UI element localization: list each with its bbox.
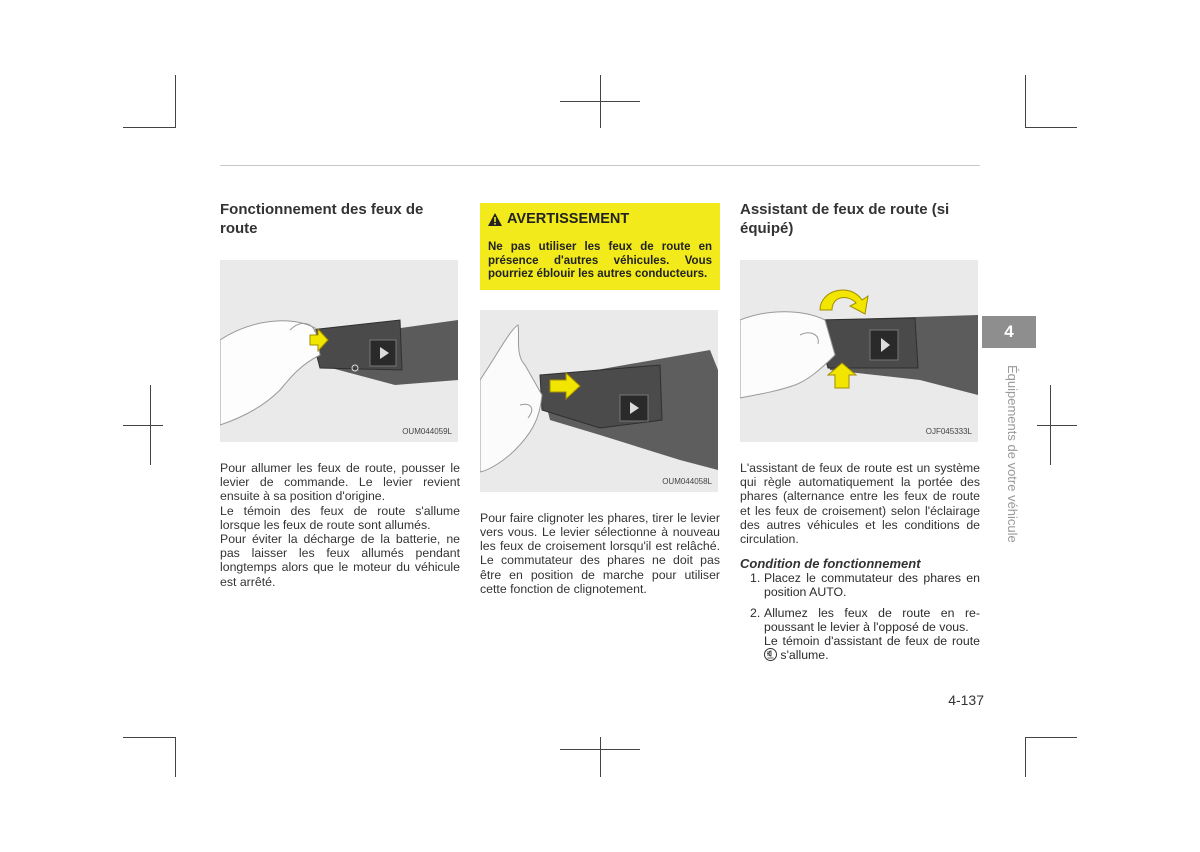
figure-auto-position bbox=[740, 260, 978, 442]
paragraph: Le témoin des feux de route s'allume lorsque les feux de route sont allumés. bbox=[220, 503, 460, 532]
crop-mark bbox=[175, 75, 176, 128]
section-title-high-beam-assist: Assistant de feux de route (si équipé) bbox=[740, 201, 950, 237]
paragraph: Pour allumer les feux de route, pousser le levier de commande. Le levier revient ensuite à sa position d'origine. bbox=[220, 461, 460, 504]
warning-text: Ne pas utiliser les feux de route en présence d'autres véhicules. Vous pourriez éblouir les autres conducteurs. bbox=[488, 241, 712, 281]
figure-pull-lever bbox=[480, 310, 718, 492]
step-note bbox=[764, 634, 980, 662]
registration-mark bbox=[123, 425, 163, 426]
registration-mark bbox=[1037, 425, 1077, 426]
registration-mark bbox=[560, 749, 640, 750]
lever-push-illustration bbox=[220, 260, 458, 442]
figure-push-lever bbox=[220, 260, 458, 442]
warning-header bbox=[488, 211, 712, 227]
step-number: 1. bbox=[750, 571, 761, 586]
crop-mark bbox=[1025, 75, 1026, 128]
step-item bbox=[740, 606, 980, 663]
warning-triangle-icon bbox=[488, 213, 502, 226]
crop-mark bbox=[1025, 737, 1026, 777]
high-beam-assist-body bbox=[740, 461, 980, 546]
crop-mark bbox=[175, 737, 176, 777]
step-item bbox=[740, 571, 980, 599]
figure-code: OJF045333L bbox=[925, 427, 972, 436]
registration-mark bbox=[560, 101, 640, 102]
crop-mark bbox=[123, 127, 176, 128]
registration-mark bbox=[600, 737, 601, 777]
auto-high-beam-icon bbox=[764, 648, 777, 661]
condition-title: Condition de fonctionnement bbox=[740, 556, 921, 572]
step-note-text: Le témoin d'assistant de feux de route bbox=[764, 634, 980, 649]
warning-title: AVERTISSEMENT bbox=[507, 211, 630, 227]
warning-box bbox=[480, 203, 720, 290]
lever-auto-illustration bbox=[740, 260, 978, 442]
flash-to-pass-body bbox=[480, 511, 720, 596]
paragraph: L'assistant de feux de route est un système qui règle automatiquement la portée des phares (alternance entre les feux de route et les feux de croisement) selon l'éclairage des autres véhicules et les conditions de circulation. bbox=[740, 461, 980, 547]
step-number: 2. bbox=[750, 605, 761, 620]
figure-code: OUM044059L bbox=[402, 427, 452, 436]
middle-column bbox=[480, 203, 720, 596]
chapter-tab: 4 bbox=[982, 316, 1036, 348]
header-rule bbox=[220, 165, 980, 166]
crop-mark bbox=[1025, 127, 1077, 128]
left-column bbox=[220, 200, 460, 589]
step-note-text: s'allume. bbox=[780, 648, 829, 663]
lever-pull-illustration bbox=[480, 310, 718, 492]
figure-code: OUM044058L bbox=[662, 476, 712, 486]
high-beam-body bbox=[220, 461, 460, 589]
section-title-high-beam: Fonctionnement des feux de route bbox=[220, 201, 424, 237]
crop-mark bbox=[123, 737, 176, 738]
crop-mark bbox=[1025, 737, 1077, 738]
step-text: Allumez les feux de route en repoussant le levier à l'opposé de vous. bbox=[764, 605, 980, 634]
chapter-label: Équipements de votre véhicule bbox=[1005, 365, 1020, 543]
page-number: 4-137 bbox=[948, 692, 984, 708]
condition-steps bbox=[740, 571, 980, 662]
paragraph: Pour éviter la décharge de la batterie, ne pas laisser les feux allumés pendant longtemps alors que le moteur du véhicule est arrêté. bbox=[220, 532, 460, 589]
paragraph: Pour faire clignoter les phares, tirer le levier vers vous. Le levier sélectionne à nouveau les feux de croisement lorsqu'il est relâché. Le commutateur des phares ne doit pas être en position de marche pour utiliser cette fonction de clignotement. bbox=[480, 510, 720, 596]
right-column bbox=[740, 200, 980, 662]
step-text: Placez le commutateur des phares en position AUTO. bbox=[764, 571, 980, 600]
